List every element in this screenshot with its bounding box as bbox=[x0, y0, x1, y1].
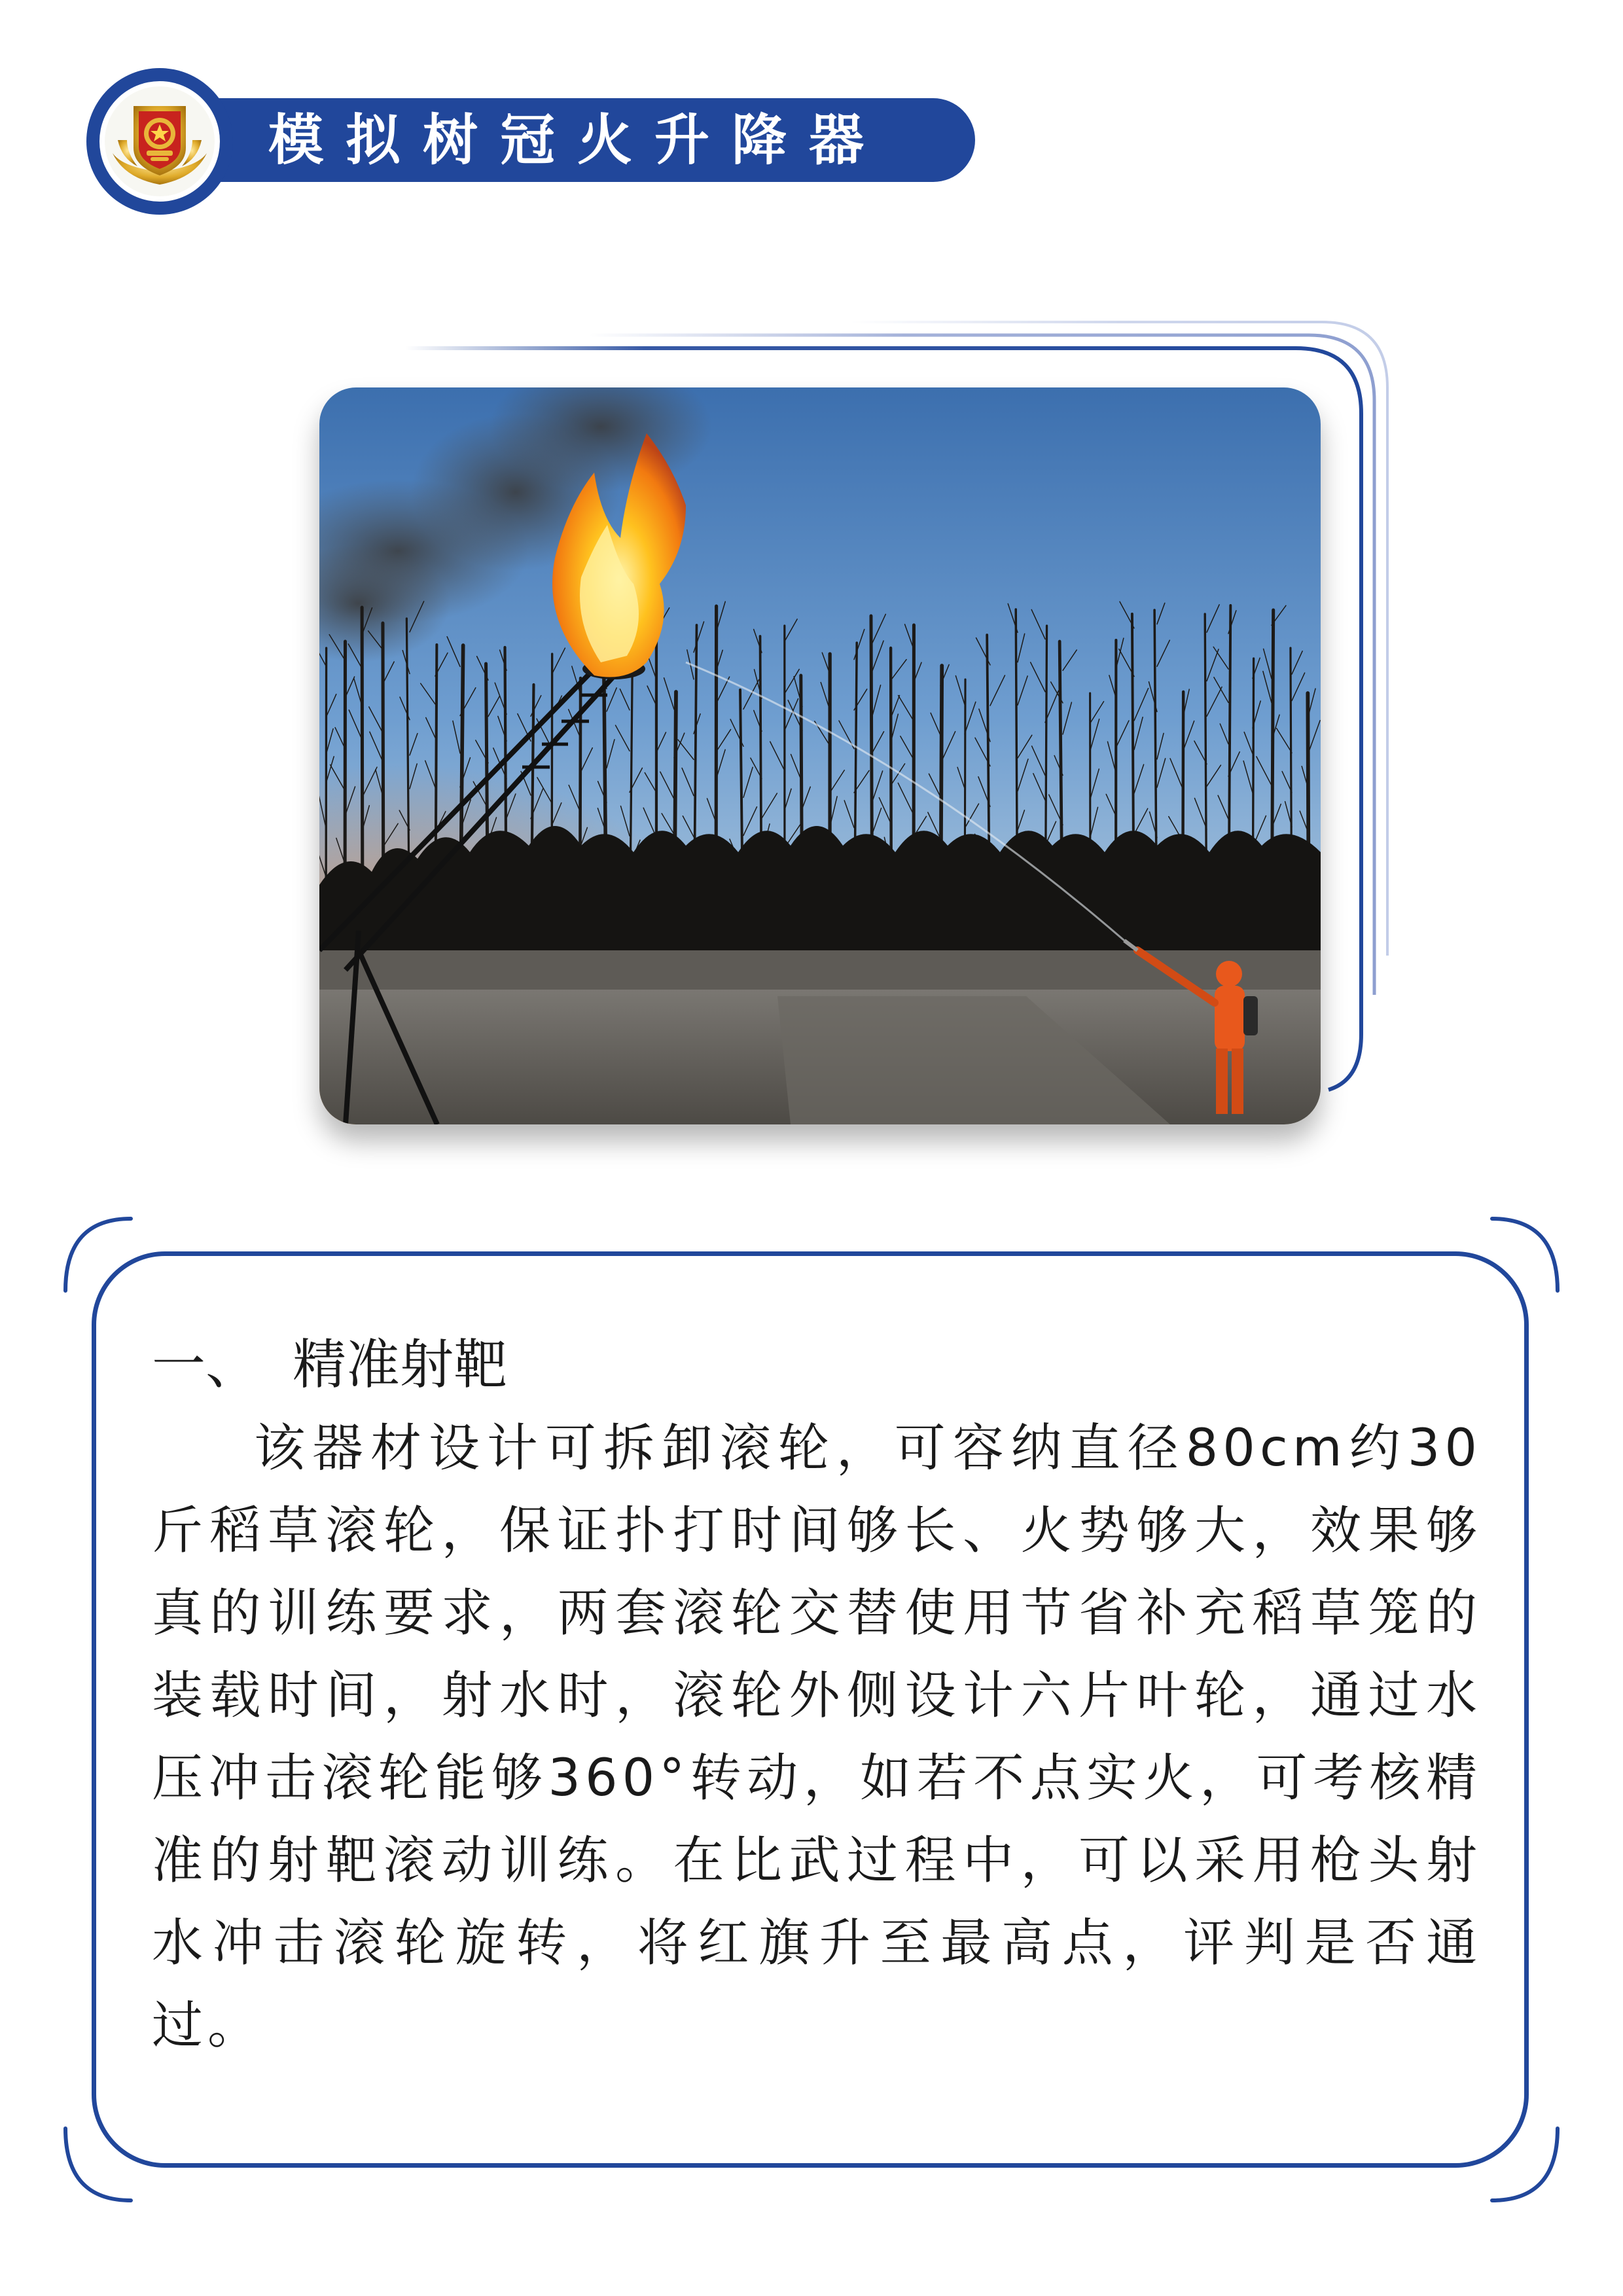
page-title: 模拟树冠火升降器 bbox=[268, 108, 887, 172]
section-number: 一、 bbox=[152, 1334, 260, 1396]
section-body-text: 该器材设计可拆卸滚轮，可容纳直径80cm约30斤稻草滚轮，保证扑打时间够长、火势够大，效果够真的训练要求，两套滚轮交替使用节省补充稻草笼的装载时间，射水时，滚轮外侧设计六片叶轮，通过水压冲击滚轮能够360°转动，如若不点实火，可考核精准的射靶滚动训练。在比武过程中，可以采用枪头射水冲击滚轮旋转，将红旗升至最高点，评判是否通过。 bbox=[152, 1419, 1482, 2055]
section-heading bbox=[152, 1333, 507, 1398]
section-heading-text: 精准射靶 bbox=[293, 1334, 508, 1396]
